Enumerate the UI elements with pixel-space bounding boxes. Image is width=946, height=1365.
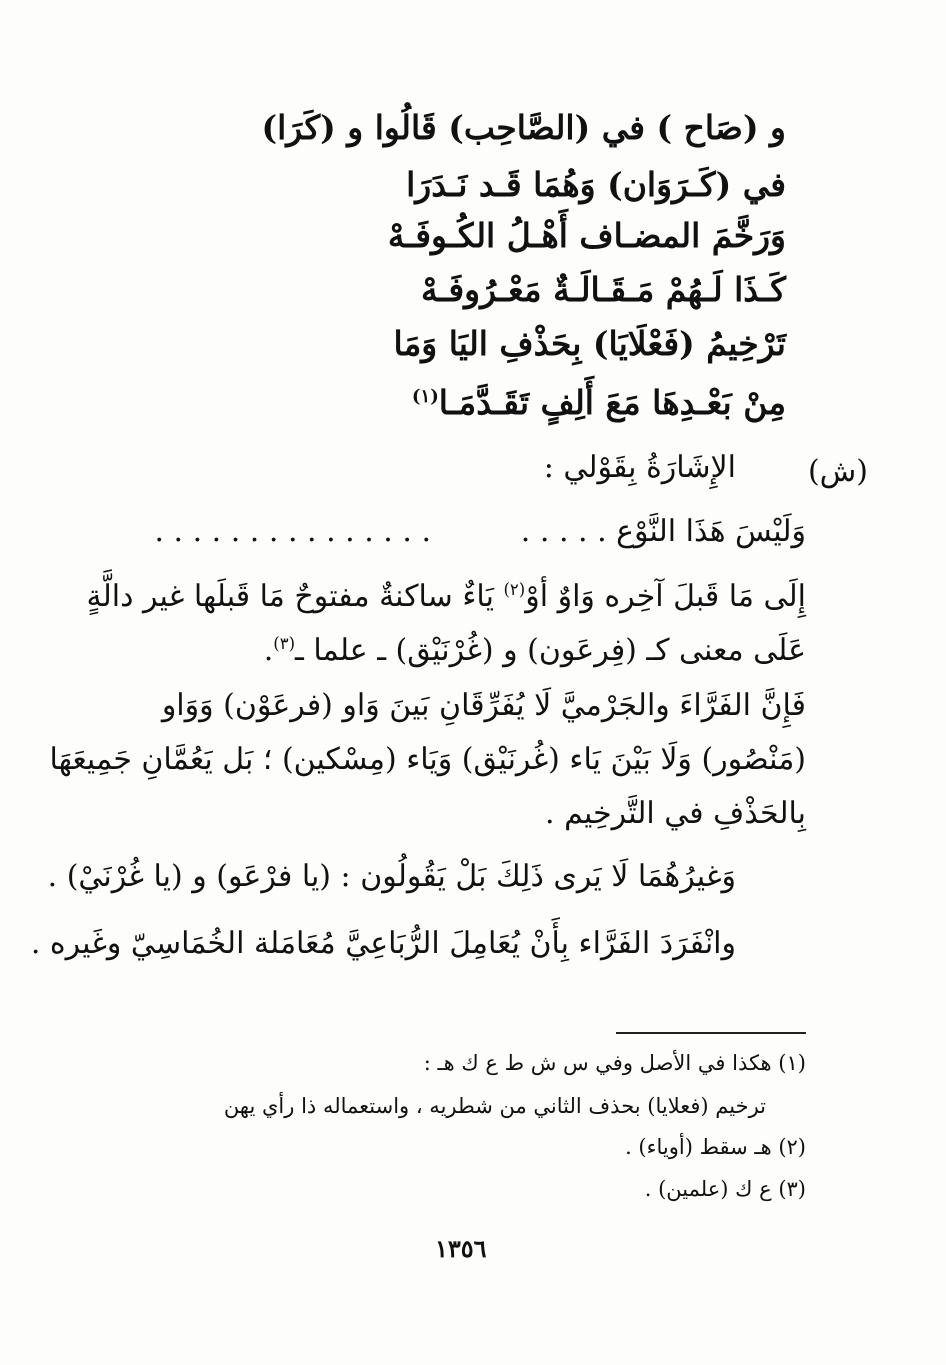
paragraph-1-line-2-b: .	[263, 633, 274, 668]
paragraph-2-line-1: فَإِنَّ الفَرَّاءَ والجَرْميَّ لَا يُفَرِّقَانِ بَينَ وَاو (فرعَوْن) وَوَاو	[161, 688, 806, 723]
paragraph-1-line-1	[87, 570, 806, 617]
footnote-1: (١) هكذا في الأصل وفي س ش ط ع ك هـ :	[423, 1051, 806, 1075]
verse-line-1: و (صَاح ) في (الصَّاحِب) قَالُوا و (كَرَا)	[261, 108, 786, 147]
footnote-2: (٢) هـ سقط (أوياء) .	[625, 1135, 806, 1159]
quoted-verse-dots: . . . . . . . . . . . . . . .	[154, 514, 431, 549]
footnote-3: (٣) ع ك (علمين) .	[644, 1177, 806, 1201]
paragraph-1-line-1-a: إِلَى مَا قَبلَ آخِره وَاوٌ أوْ	[525, 579, 806, 614]
footnote-ref-1: (١)	[411, 386, 439, 407]
footnote-ref-3: (٣)	[273, 634, 296, 653]
footnote-1-verse: ترخيم (فعلايا) بحذف الثاني من شطريه ، واستعماله ذا رأي يهن	[223, 1094, 766, 1118]
paragraph-2-line-2: (مَنْصُور) وَلَا بَيْنَ يَاء (غُرنَيْق) وَيَاء (مِسْكين) ؛ بَل يَعُمَّانِ جَمِيعَهَا	[49, 742, 806, 777]
commentary-label: (ش)	[807, 454, 868, 489]
paragraph-2-line-3: بِالحَذْفِ في التَّرخِيم .	[545, 796, 806, 831]
paragraph-3: وَغيرُهُمَا لَا يَرى ذَلِكَ بَلْ يَقُولُون : (يا فرْعَو) و (يا غُرْنَيْ) .	[47, 859, 736, 894]
page-number: ١٣٥٦	[435, 1234, 487, 1263]
footnote-ref-2: (٢)	[503, 580, 526, 599]
verse-line-6-text: مِنْ بَعْـدِهَا مَعَ أَلِفٍ تَقَـدَّمَـا	[438, 383, 786, 422]
verse-line-3: وَرَخَّمَ المضـاف أَهْـلُ الكُـوفَـهْ	[387, 216, 786, 255]
verse-line-5: تَرْخِيمُ (فَعْلَايَا) بِحَذْفِ اليَا وَمَا	[393, 324, 786, 363]
quoted-verse: وَلَيْسَ هَذَا النَّوْع . . . . .	[520, 514, 806, 549]
verse-line-4: كَـذَا لَـهُمْ مَـقَـالَـةٌ مَعْـرُوفَـهْ	[421, 270, 786, 309]
verse-line-6	[412, 377, 786, 423]
paragraph-1-line-2	[264, 624, 806, 671]
footnote-separator	[616, 1032, 806, 1034]
paragraph-1-line-1-b: يَاءٌ ساكنةٌ مفتوحٌ مَا قَبلَها غير دالَّةٍ	[86, 579, 494, 614]
paragraph-4: وانْفَرَدَ الفَرَّاء بِأَنْ يُعَامِلَ الرُّبَاعِيَّ مُعَامَلة الخُمَاسِيّ وغَيره .	[30, 926, 736, 961]
verse-line-2: في (كَـرَوَان) وَهُمَا قَـد نَـدَرَا	[406, 165, 786, 204]
paragraph-1-line-2-a: عَلَى معنى كـ (فِرعَون) و (غُرْنَيْق) ـ علما ـ	[295, 633, 806, 668]
commentary-intro: الإِشَارَةُ بِقَوْلي :	[543, 450, 736, 485]
